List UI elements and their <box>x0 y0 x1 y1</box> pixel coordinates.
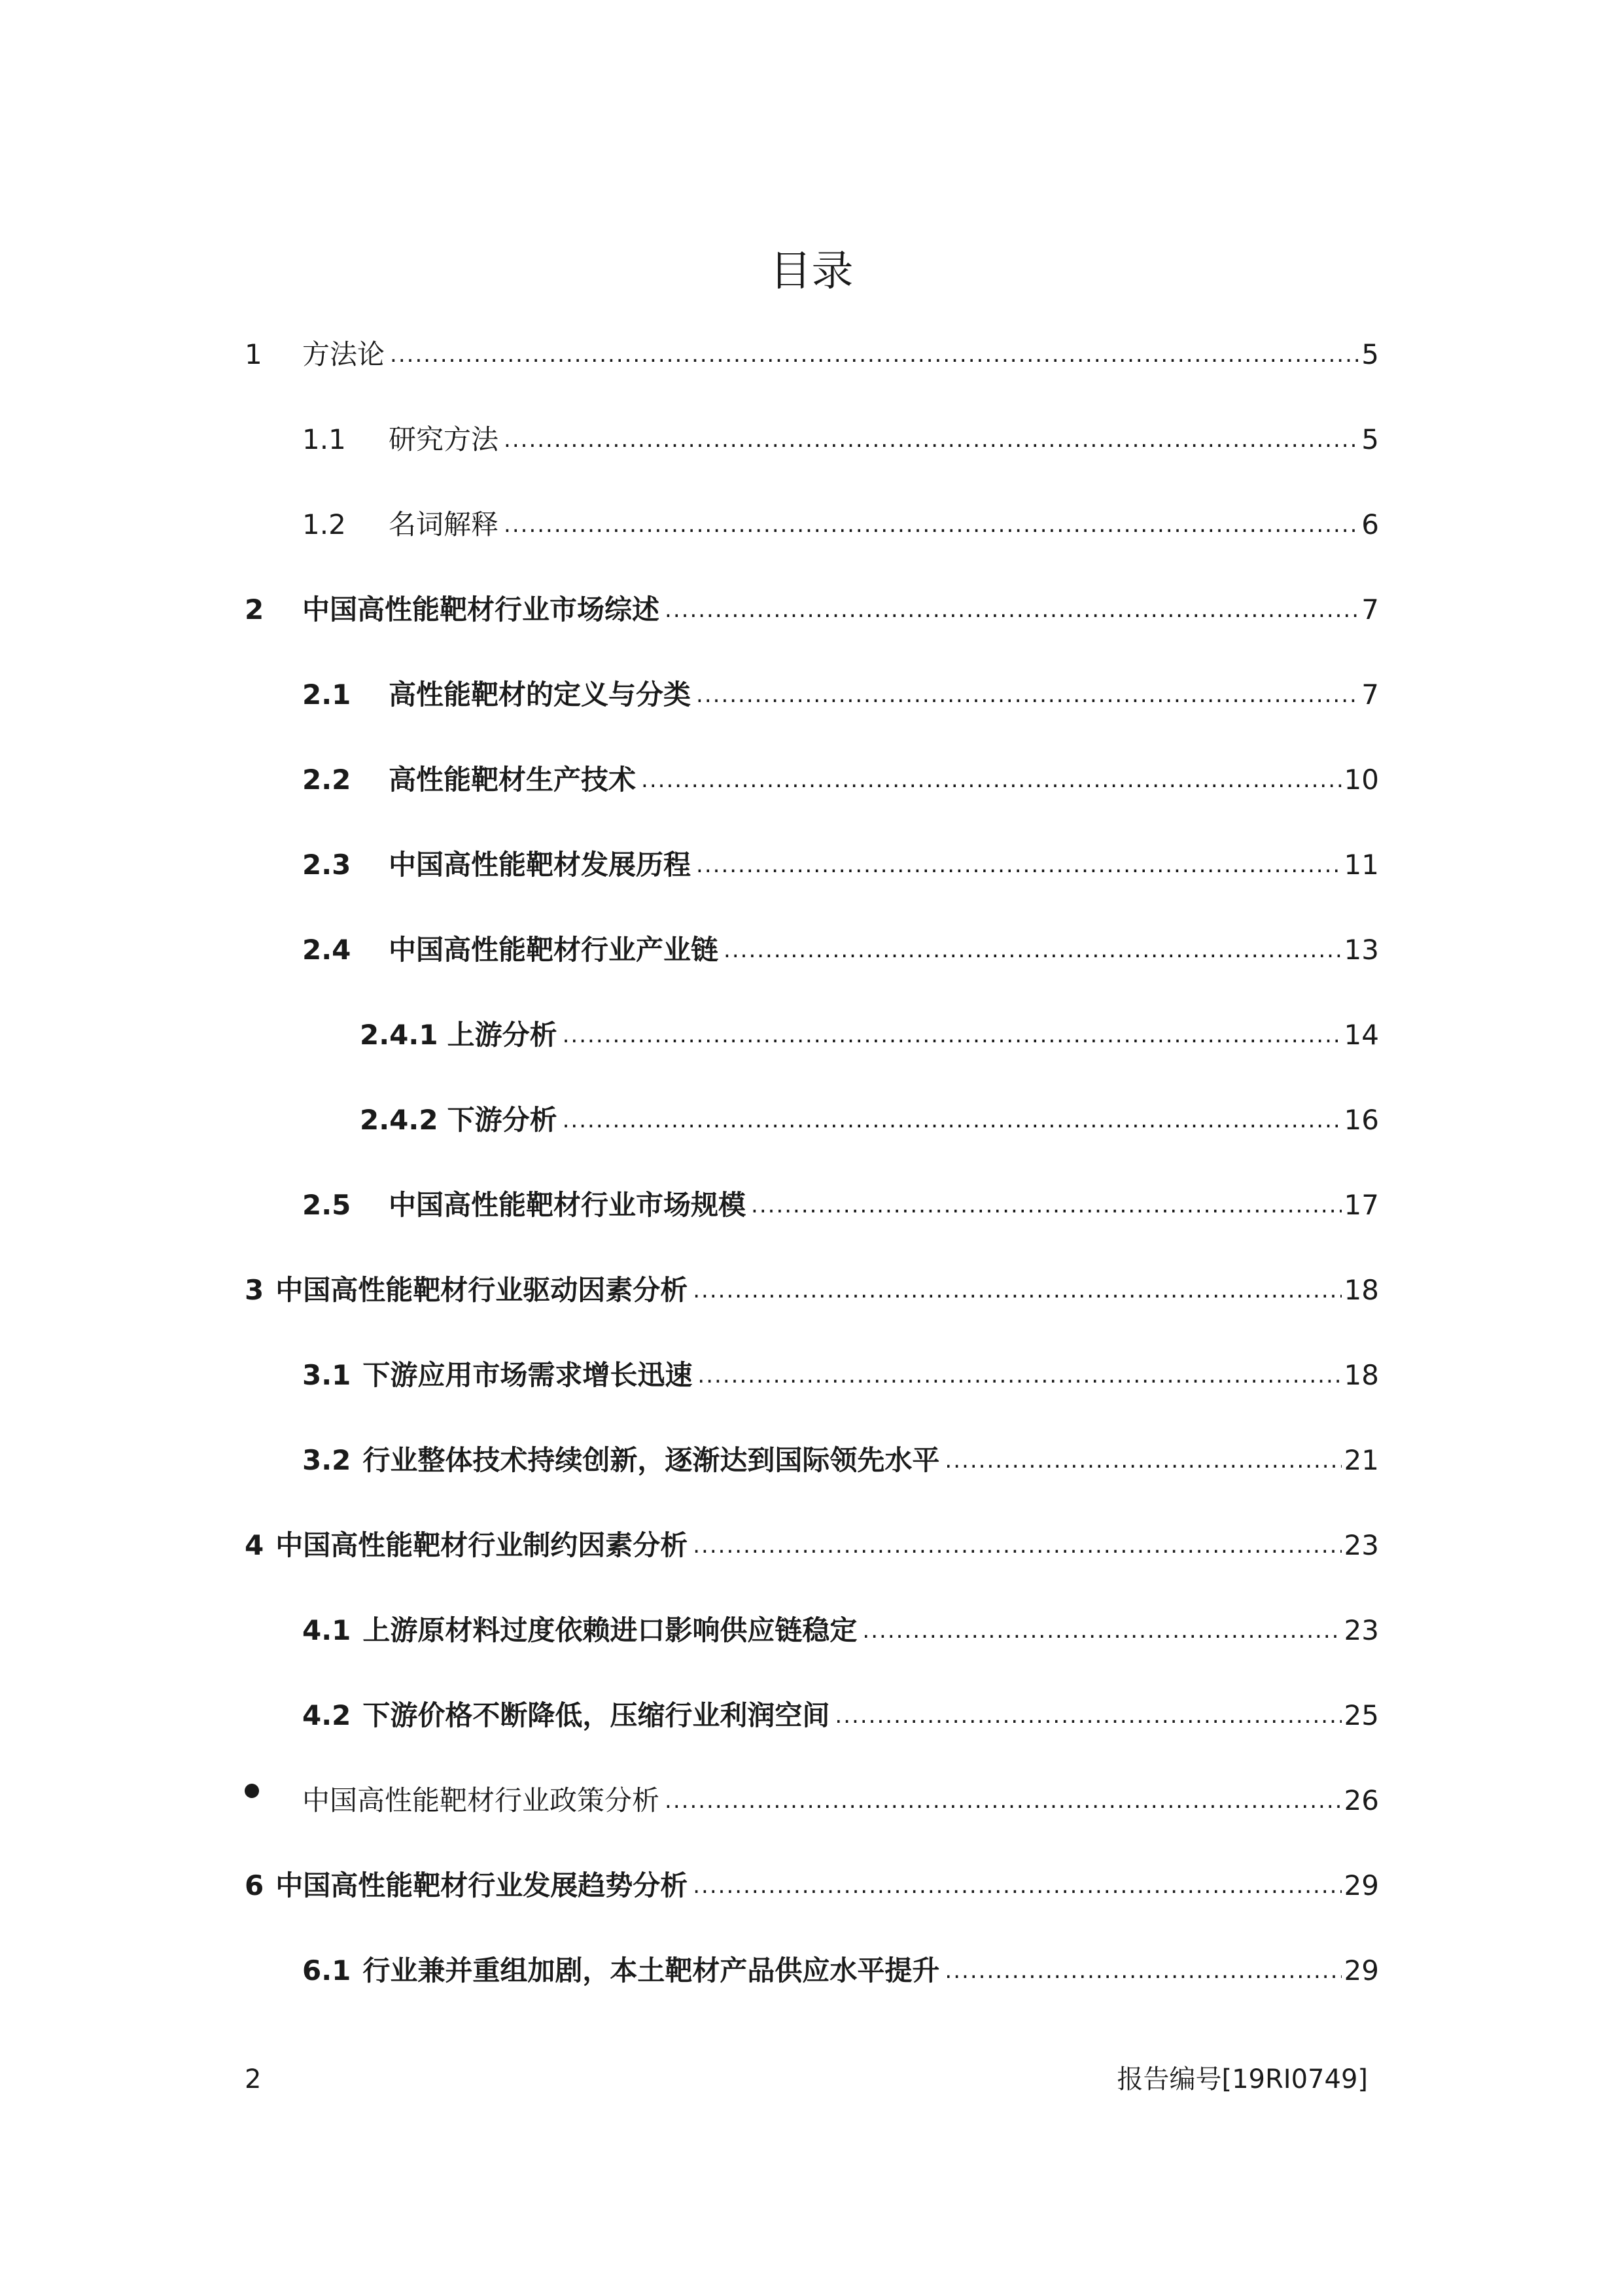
toc-entry-page: 18 <box>1344 1274 1379 1306</box>
toc-entry-number: 2.4 <box>302 934 351 966</box>
toc-entry-title: 中国高性能靶材行业制约因素分析 <box>275 1529 688 1561</box>
toc-entry-title: 下游应用市场需求增长迅速 <box>362 1359 693 1391</box>
toc-entry-title: 中国高性能靶材行业产业链 <box>389 934 719 966</box>
toc-leader-dots <box>390 335 1359 374</box>
toc-entry[interactable] <box>245 420 1379 459</box>
toc-leader-dots <box>696 675 1359 715</box>
toc-leader-dots <box>945 1951 1341 1990</box>
toc-entry[interactable] <box>245 1101 1379 1140</box>
toc-entry-title: 行业兼并重组加剧，本土靶材产品供应水平提升 <box>362 1954 940 1987</box>
toc-entry-title: 中国高性能靶材行业市场综述 <box>302 593 660 626</box>
toc-leader-dots <box>751 1186 1342 1225</box>
toc-leader-dots <box>665 590 1359 629</box>
toc-entry[interactable] <box>245 335 1379 374</box>
footer-page-number: 2 <box>245 2064 262 2094</box>
toc-leader-dots <box>693 1271 1341 1310</box>
toc-entry-number: 3 <box>245 1274 264 1306</box>
toc-entry-page: 5 <box>1361 338 1379 370</box>
toc-entry[interactable] <box>245 505 1379 544</box>
toc-entry-number: 1.2 <box>302 508 346 540</box>
toc-entry-number: 6.1 <box>302 1954 351 1987</box>
toc-entry-title: 中国高性能靶材行业驱动因素分析 <box>275 1274 688 1306</box>
footer-report-id: 报告编号[19RI0749] <box>1117 2064 1368 2094</box>
toc-entry-number: 2.1 <box>302 679 351 711</box>
toc-entry-title: 高性能靶材生产技术 <box>389 764 637 796</box>
toc-entry-title: 高性能靶材的定义与分类 <box>389 679 691 711</box>
toc-entry-page: 10 <box>1344 764 1379 796</box>
toc-entry-bullet <box>245 1781 302 1820</box>
toc-entry-number: 3.1 <box>302 1359 351 1391</box>
toc-entry-page: 5 <box>1361 423 1379 455</box>
toc-entry-number: 1.1 <box>302 423 346 455</box>
bullet-icon <box>245 1784 259 1798</box>
toc-entry-title: 上游原材料过度依赖进口影响供应链稳定 <box>362 1614 858 1646</box>
toc-entry-title: 名词解释 <box>389 508 499 540</box>
toc-entry[interactable] <box>245 590 1379 629</box>
toc-entry-page: 17 <box>1344 1189 1379 1221</box>
toc-entry-number: 4.2 <box>302 1699 351 1731</box>
toc-entry[interactable] <box>245 1696 1379 1735</box>
toc-entry-title: 上游分析 <box>447 1019 557 1051</box>
toc-entry-page: 13 <box>1344 934 1379 966</box>
toc-leader-dots <box>693 1866 1341 1905</box>
toc-entry-number: 2 <box>245 593 264 626</box>
toc-entry-page: 25 <box>1344 1699 1379 1731</box>
toc-entry-page: 16 <box>1344 1104 1379 1136</box>
toc-entry-number: 2.2 <box>302 764 351 796</box>
toc-entry-title: 下游分析 <box>447 1104 557 1136</box>
toc-entry[interactable] <box>245 1441 1379 1480</box>
toc-leader-dots <box>724 930 1342 970</box>
toc-entry-title: 研究方法 <box>389 423 499 455</box>
toc-entry[interactable] <box>245 1526 1379 1565</box>
toc-entry[interactable] <box>245 1611 1379 1650</box>
toc-entry-title: 下游价格不断降低，压缩行业利润空间 <box>362 1699 830 1731</box>
toc-leader-dots <box>563 1101 1342 1140</box>
toc-entry[interactable] <box>245 930 1379 970</box>
toc-entry-title: 中国高性能靶材行业政策分析 <box>302 1784 660 1816</box>
page-title: 目录 <box>769 247 854 296</box>
toc-entry-number: 4.1 <box>302 1614 351 1646</box>
toc-entry[interactable] <box>245 1186 1379 1225</box>
toc-entry-number: 2.4.1 <box>360 1019 438 1051</box>
toc-entry-title: 行业整体技术持续创新，逐渐达到国际领先水平 <box>362 1444 940 1476</box>
toc-entry[interactable] <box>245 675 1379 715</box>
toc-entry-number: 4 <box>245 1529 264 1561</box>
toc-entry-page: 23 <box>1344 1614 1379 1646</box>
toc-leader-dots <box>945 1441 1341 1480</box>
toc-entry[interactable] <box>245 845 1379 885</box>
toc-entry-title: 方法论 <box>302 338 385 370</box>
toc-leader-dots <box>665 1781 1342 1820</box>
toc-leader-dots <box>835 1696 1341 1735</box>
toc-leader-dots <box>693 1526 1341 1565</box>
toc-entry-page: 14 <box>1344 1019 1379 1051</box>
toc-entry-title: 中国高性能靶材行业发展趋势分析 <box>275 1869 688 1901</box>
toc-entry[interactable] <box>245 1356 1379 1395</box>
toc-entry-page: 6 <box>1361 508 1379 540</box>
toc-entry-number: 1 <box>245 338 262 370</box>
toc-entry-page: 21 <box>1344 1444 1379 1476</box>
toc-entry-number: 2.5 <box>302 1189 351 1221</box>
toc-entry-page: 7 <box>1361 593 1379 626</box>
toc-entry-page: 23 <box>1344 1529 1379 1561</box>
toc-entry-number: 2.3 <box>302 849 351 881</box>
toc-entry-page: 7 <box>1361 679 1379 711</box>
toc-entry-page: 11 <box>1344 849 1379 881</box>
toc-leader-dots <box>504 505 1359 544</box>
toc-entry[interactable] <box>245 1866 1379 1905</box>
toc-entry-number: 2.4.2 <box>360 1104 438 1136</box>
toc-entry-title: 中国高性能靶材发展历程 <box>389 849 691 881</box>
toc-entry[interactable] <box>245 1781 1379 1820</box>
toc-leader-dots <box>504 420 1359 459</box>
toc-leader-dots <box>696 845 1342 885</box>
toc-entry-title: 中国高性能靶材行业市场规模 <box>389 1189 746 1221</box>
toc-entry-page: 26 <box>1344 1784 1379 1816</box>
toc-entry-number: 6 <box>245 1869 264 1901</box>
toc-entry[interactable] <box>245 1271 1379 1310</box>
toc-entry-number: 3.2 <box>302 1444 351 1476</box>
toc-entry-page: 29 <box>1344 1869 1379 1901</box>
toc-leader-dots <box>862 1611 1341 1650</box>
toc-entry-page: 29 <box>1344 1954 1379 1987</box>
toc-entry[interactable] <box>245 1016 1379 1055</box>
toc-entry[interactable] <box>245 760 1379 800</box>
toc-entry[interactable] <box>245 1951 1379 1990</box>
toc-leader-dots <box>697 1356 1341 1395</box>
toc-leader-dots <box>641 760 1342 800</box>
toc-entry-page: 18 <box>1344 1359 1379 1391</box>
toc-leader-dots <box>563 1016 1342 1055</box>
